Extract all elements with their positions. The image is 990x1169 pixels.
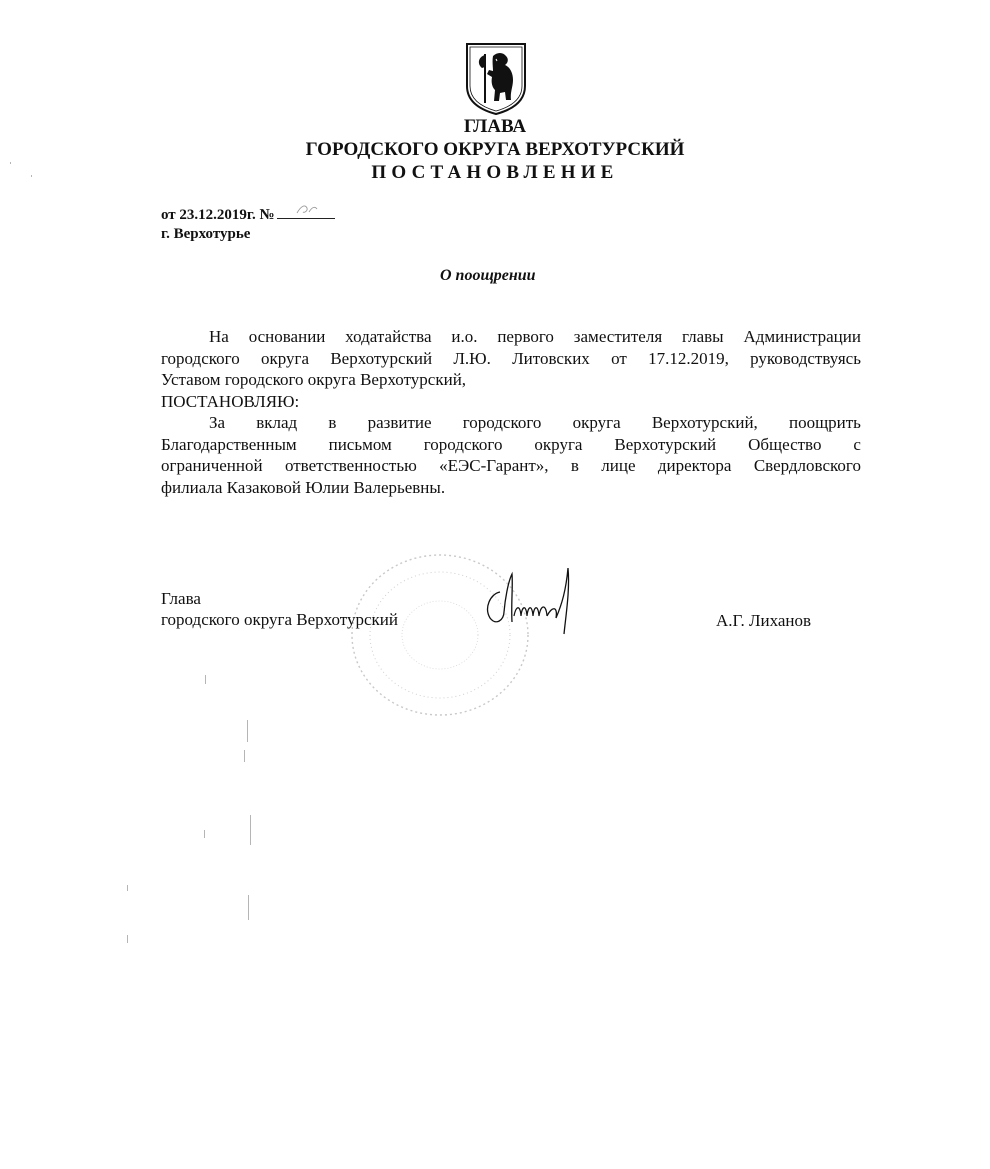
document-subject: О поощрении — [440, 267, 536, 284]
signatory-name: А.Г. Лиханов — [716, 611, 812, 630]
document-date: от 23.12.2019г. № — [161, 207, 275, 223]
header-title: ГЛАВА — [463, 116, 527, 137]
body-line: За вклад в развитие городского округа Верхотурский, поощрить — [209, 413, 861, 432]
header-organization: ГОРОДСКОГО ОКРУГА ВЕРХОТУРСКИЙ — [305, 139, 685, 160]
body-line: Уставом городского округа Верхотурский, — [161, 370, 467, 389]
document-number-field — [277, 204, 335, 219]
body-line: городского округа Верхотурский Л.Ю. Литовских от 17.12.2019, руководствуясь — [161, 348, 861, 368]
handwritten-number — [277, 200, 335, 216]
signatory-title-line: Глава — [161, 589, 201, 608]
document-date-number — [161, 204, 335, 224]
body-line: Благодарственным письмом городского округа Верхотурский Общество с — [161, 434, 861, 454]
coat-of-arms-bear-icon — [463, 40, 529, 116]
header-document-type: ПОСТАНОВЛЕНИЕ — [371, 162, 619, 183]
body-line: ограниченной ответственностью «ЕЭС-Гарант», в лице директора Свердловского — [161, 456, 861, 475]
body-line: На основании ходатайства и.о. первого заместителя главы Администрации — [209, 327, 861, 346]
decree-word: ПОСТАНОВЛЯЮ: — [161, 391, 300, 411]
handwritten-signature — [478, 560, 588, 640]
document-place: г. Верхотурье — [161, 226, 251, 242]
document-body — [161, 326, 861, 498]
body-line: филиала Казаковой Юлии Валерьевны. — [161, 477, 446, 497]
signatory-title-line: городского округа Верхотурский — [161, 610, 398, 629]
signatory-title — [161, 588, 398, 630]
